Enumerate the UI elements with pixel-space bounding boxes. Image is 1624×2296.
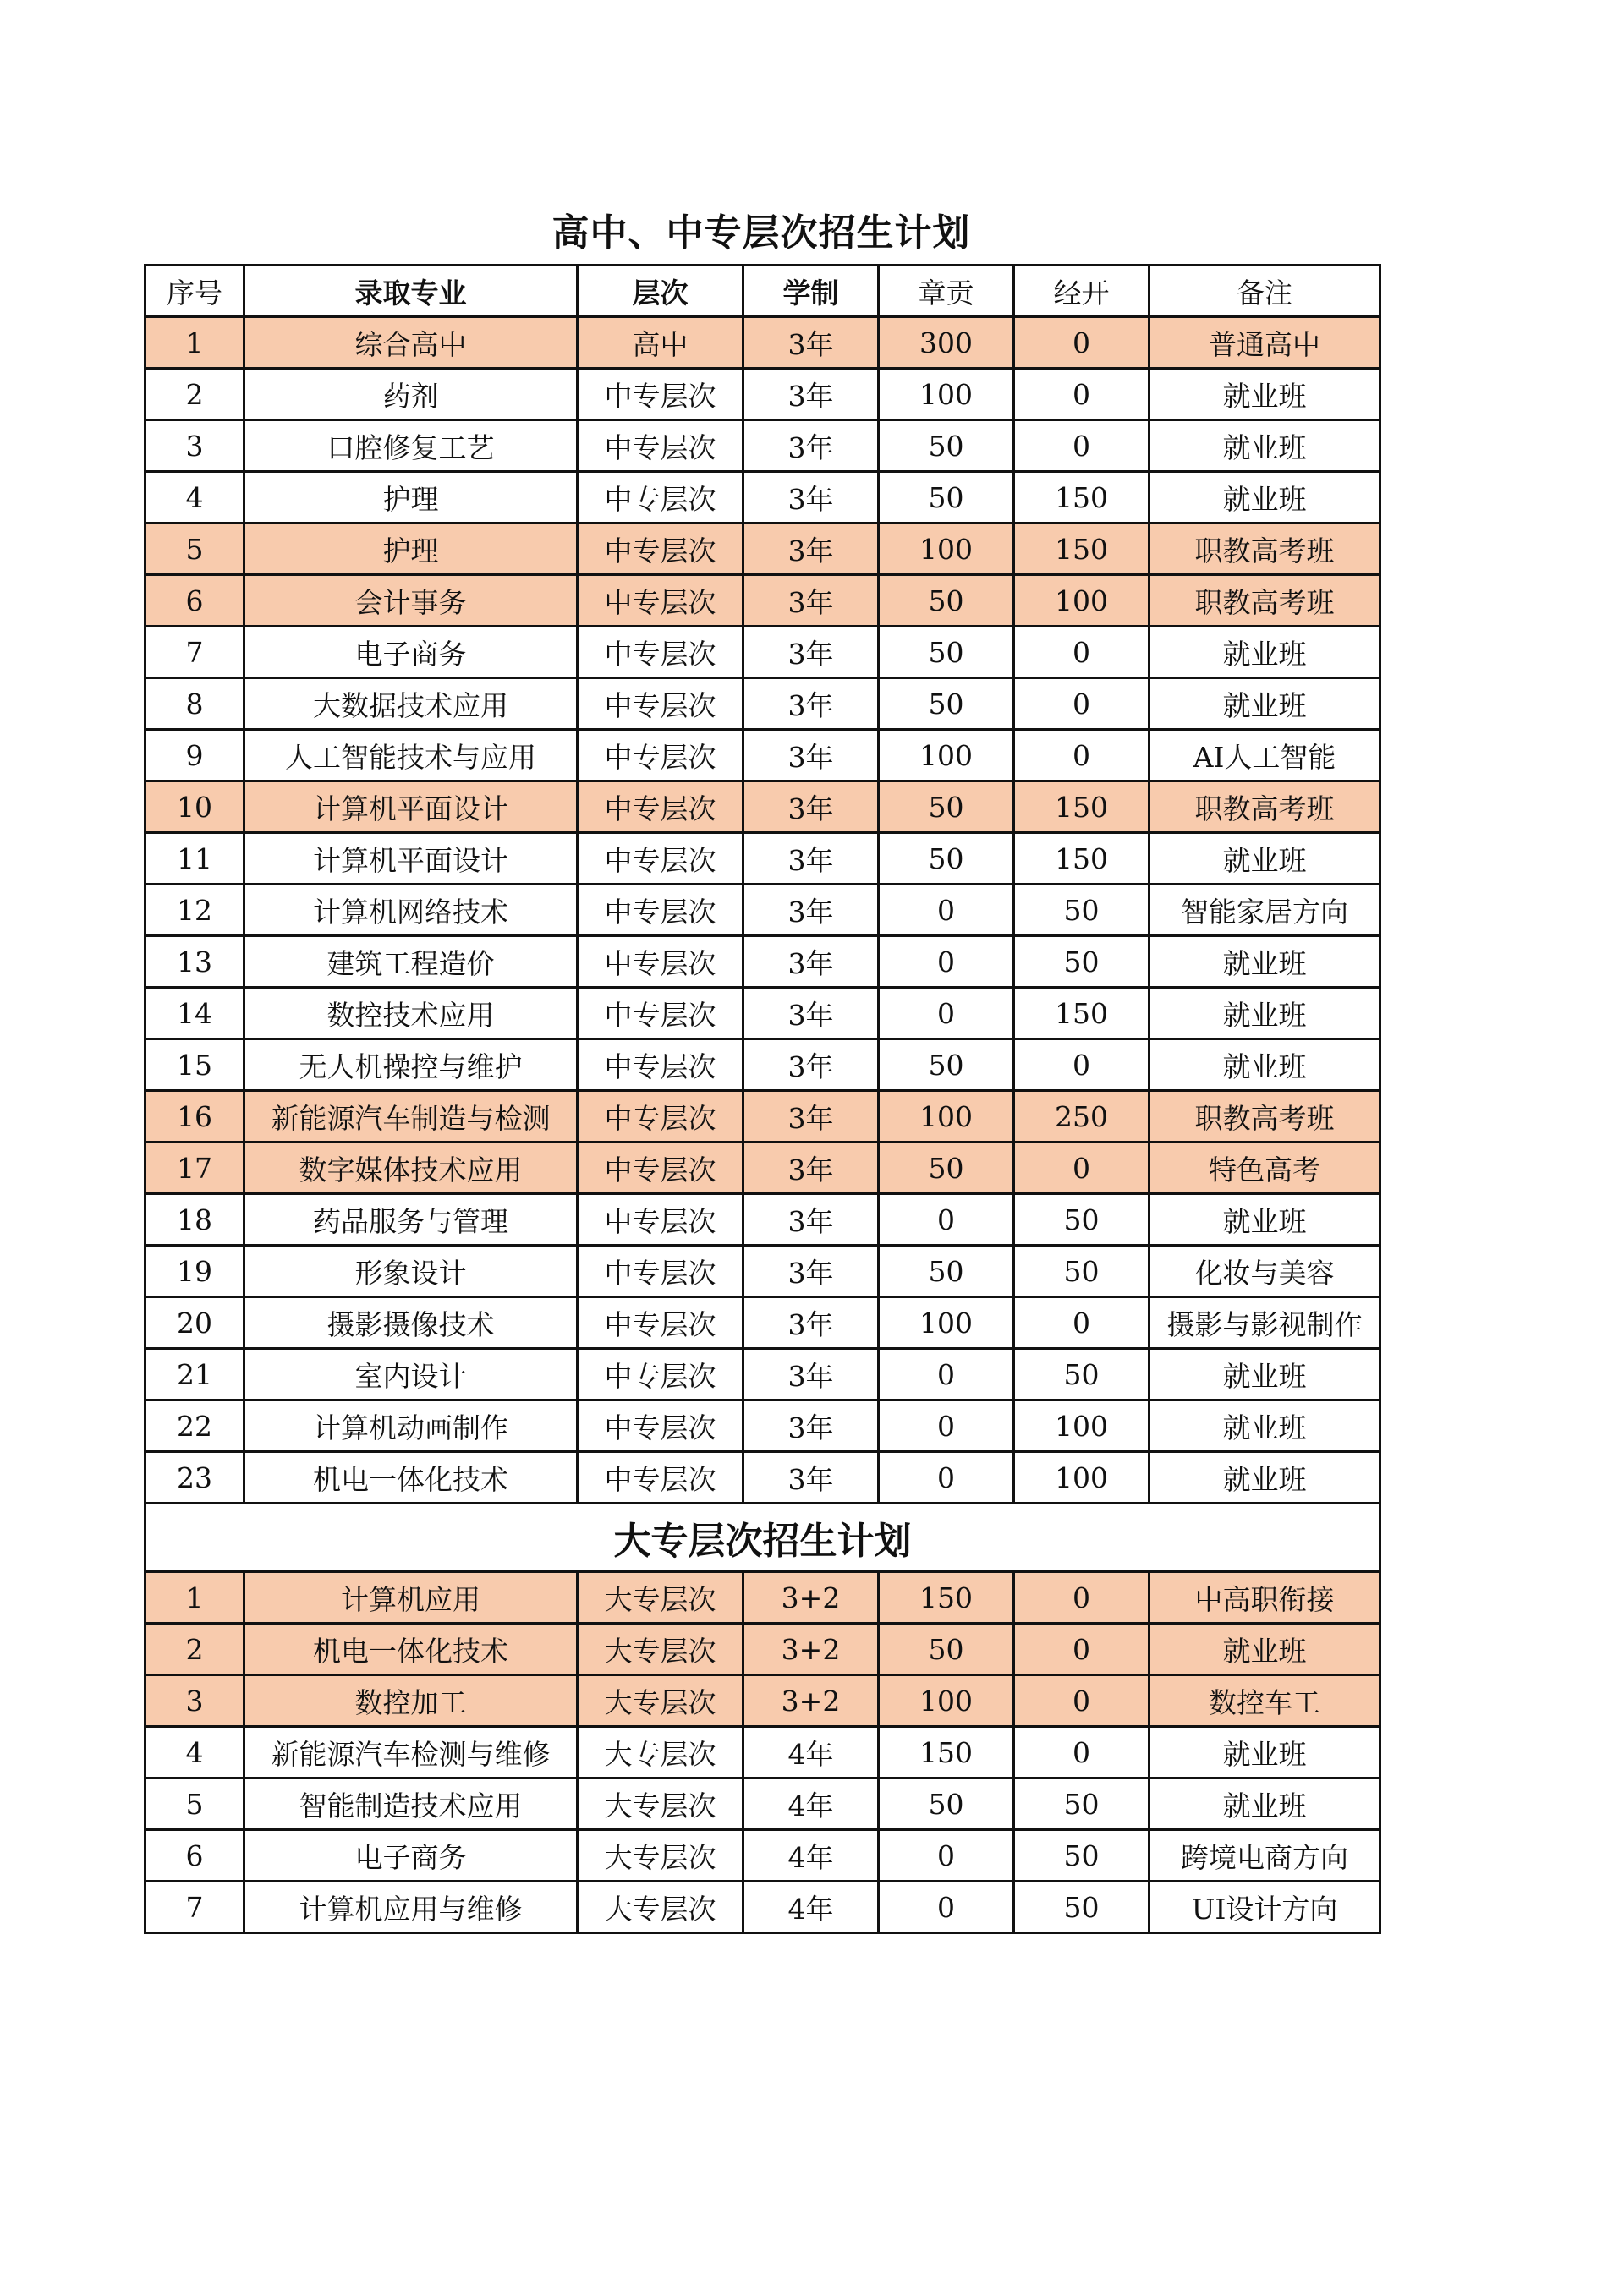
cell-note: 职教高考班 [1149,781,1380,833]
cell-jingkai: 0 [1014,1624,1149,1675]
cell-note: 化妆与美容 [1149,1246,1380,1297]
cell-major: 计算机平面设计 [244,833,578,885]
cell-level: 中专层次 [578,1091,743,1143]
cell-major: 药品服务与管理 [244,1194,578,1246]
cell-duration: 3年 [743,627,879,678]
cell-jingkai: 0 [1014,627,1149,678]
cell-no: 22 [145,1400,244,1452]
cell-duration: 3年 [743,781,879,833]
cell-level: 中专层次 [578,730,743,781]
cell-level: 中专层次 [578,781,743,833]
header-cell-no: 序号 [145,266,244,317]
cell-major: 会计事务 [244,575,578,627]
cell-level: 中专层次 [578,678,743,730]
cell-duration: 4年 [743,1882,879,1933]
cell-major: 数字媒体技术应用 [244,1143,578,1194]
header-cell-note: 备注 [1149,266,1380,317]
table-body [145,266,1380,1933]
cell-major: 室内设计 [244,1349,578,1400]
cell-major: 新能源汽车制造与检测 [244,1091,578,1143]
cell-note: 就业班 [1149,1727,1380,1778]
cell-jingkai: 50 [1014,936,1149,988]
table-row [145,1778,1380,1830]
cell-zhanggong: 100 [879,1675,1014,1727]
table-row [145,1039,1380,1091]
cell-note: 数控车工 [1149,1675,1380,1727]
table-row [145,936,1380,988]
cell-zhanggong: 100 [879,1297,1014,1349]
cell-level: 大专层次 [578,1882,743,1933]
cell-level: 中专层次 [578,1400,743,1452]
cell-duration: 3年 [743,678,879,730]
cell-jingkai: 50 [1014,1349,1149,1400]
cell-duration: 3年 [743,523,879,575]
cell-note: 就业班 [1149,988,1380,1039]
cell-level: 中专层次 [578,833,743,885]
cell-no: 5 [145,1778,244,1830]
table-row [145,1194,1380,1246]
cell-jingkai: 100 [1014,1400,1149,1452]
cell-note: AI人工智能 [1149,730,1380,781]
cell-jingkai: 0 [1014,678,1149,730]
cell-zhanggong: 0 [879,1349,1014,1400]
cell-note: 跨境电商方向 [1149,1830,1380,1882]
cell-jingkai: 50 [1014,1882,1149,1933]
cell-no: 15 [145,1039,244,1091]
cell-level: 中专层次 [578,1246,743,1297]
table-row [145,627,1380,678]
cell-zhanggong: 50 [879,678,1014,730]
cell-level: 大专层次 [578,1624,743,1675]
cell-zhanggong: 100 [879,369,1014,420]
cell-jingkai: 150 [1014,988,1149,1039]
cell-major: 数控技术应用 [244,988,578,1039]
cell-level: 中专层次 [578,988,743,1039]
cell-duration: 3年 [743,1400,879,1452]
cell-major: 电子商务 [244,1830,578,1882]
cell-jingkai: 0 [1014,1143,1149,1194]
cell-jingkai: 50 [1014,1246,1149,1297]
table-row [145,1727,1380,1778]
table-header-row [145,266,1380,317]
cell-level: 中专层次 [578,1349,743,1400]
cell-duration: 3年 [743,730,879,781]
cell-level: 大专层次 [578,1830,743,1882]
cell-note: 就业班 [1149,1778,1380,1830]
cell-note: UI设计方向 [1149,1882,1380,1933]
cell-jingkai: 50 [1014,885,1149,936]
cell-duration: 3年 [743,988,879,1039]
cell-note: 特色高考 [1149,1143,1380,1194]
cell-jingkai: 100 [1014,1452,1149,1504]
cell-duration: 3年 [743,1194,879,1246]
cell-duration: 4年 [743,1727,879,1778]
cell-zhanggong: 150 [879,1572,1014,1624]
cell-zhanggong: 0 [879,1400,1014,1452]
cell-no: 4 [145,1727,244,1778]
table-row [145,678,1380,730]
header-cell-major: 录取专业 [244,266,578,317]
cell-duration: 3年 [743,1246,879,1297]
cell-duration: 3年 [743,1452,879,1504]
cell-jingkai: 50 [1014,1778,1149,1830]
cell-duration: 3+2 [743,1675,879,1727]
cell-note: 就业班 [1149,678,1380,730]
table-row [145,833,1380,885]
cell-major: 电子商务 [244,627,578,678]
table-row [145,1349,1380,1400]
cell-jingkai: 250 [1014,1091,1149,1143]
section-title-row [145,1504,1380,1572]
cell-level: 大专层次 [578,1727,743,1778]
cell-major: 计算机应用与维修 [244,1882,578,1933]
cell-jingkai: 0 [1014,1039,1149,1091]
cell-duration: 3年 [743,1297,879,1349]
cell-zhanggong: 0 [879,885,1014,936]
cell-level: 中专层次 [578,369,743,420]
cell-major: 智能制造技术应用 [244,1778,578,1830]
cell-zhanggong: 50 [879,575,1014,627]
cell-duration: 3+2 [743,1572,879,1624]
cell-zhanggong: 50 [879,1143,1014,1194]
cell-duration: 3年 [743,317,879,369]
cell-note: 就业班 [1149,1349,1380,1400]
cell-no: 14 [145,988,244,1039]
cell-duration: 3年 [743,936,879,988]
cell-note: 摄影与影视制作 [1149,1297,1380,1349]
cell-jingkai: 0 [1014,1675,1149,1727]
cell-jingkai: 0 [1014,420,1149,472]
cell-jingkai: 0 [1014,369,1149,420]
cell-major: 药剂 [244,369,578,420]
cell-no: 23 [145,1452,244,1504]
header-cell-level: 层次 [578,266,743,317]
cell-note: 中高职衔接 [1149,1572,1380,1624]
cell-major: 护理 [244,472,578,523]
page-title: 高中、中专层次招生计划 [551,211,971,255]
cell-zhanggong: 50 [879,781,1014,833]
table-row [145,1143,1380,1194]
cell-jingkai: 150 [1014,523,1149,575]
table-row [145,369,1380,420]
cell-major: 计算机应用 [244,1572,578,1624]
cell-no: 20 [145,1297,244,1349]
cell-level: 中专层次 [578,1194,743,1246]
cell-level: 中专层次 [578,1452,743,1504]
cell-level: 中专层次 [578,575,743,627]
cell-no: 5 [145,523,244,575]
cell-major: 综合高中 [244,317,578,369]
cell-no: 1 [145,317,244,369]
cell-level: 中专层次 [578,523,743,575]
table-row [145,1091,1380,1143]
cell-note: 就业班 [1149,1194,1380,1246]
cell-no: 7 [145,1882,244,1933]
cell-major: 大数据技术应用 [244,678,578,730]
cell-no: 18 [145,1194,244,1246]
cell-no: 19 [145,1246,244,1297]
cell-major: 人工智能技术与应用 [244,730,578,781]
cell-no: 7 [145,627,244,678]
cell-level: 中专层次 [578,1297,743,1349]
cell-no: 6 [145,575,244,627]
cell-jingkai: 0 [1014,1297,1149,1349]
cell-note: 智能家居方向 [1149,885,1380,936]
cell-zhanggong: 50 [879,833,1014,885]
cell-no: 12 [145,885,244,936]
cell-duration: 3年 [743,1349,879,1400]
cell-no: 3 [145,1675,244,1727]
table-row [145,575,1380,627]
cell-note: 就业班 [1149,1452,1380,1504]
cell-zhanggong: 50 [879,472,1014,523]
cell-zhanggong: 50 [879,1778,1014,1830]
cell-note: 职教高考班 [1149,1091,1380,1143]
cell-duration: 3年 [743,369,879,420]
cell-no: 17 [145,1143,244,1194]
cell-zhanggong: 0 [879,1452,1014,1504]
cell-level: 中专层次 [578,472,743,523]
cell-duration: 4年 [743,1778,879,1830]
cell-duration: 4年 [743,1830,879,1882]
cell-jingkai: 0 [1014,730,1149,781]
cell-major: 无人机操控与维护 [244,1039,578,1091]
cell-no: 1 [145,1572,244,1624]
cell-jingkai: 0 [1014,1572,1149,1624]
cell-major: 计算机网络技术 [244,885,578,936]
cell-note: 就业班 [1149,420,1380,472]
cell-jingkai: 150 [1014,781,1149,833]
header-cell-duration: 学制 [743,266,879,317]
cell-level: 高中 [578,317,743,369]
cell-duration: 3年 [743,1143,879,1194]
cell-zhanggong: 100 [879,1091,1014,1143]
table-row [145,988,1380,1039]
header-cell-zhanggong: 章贡 [879,266,1014,317]
cell-no: 3 [145,420,244,472]
table-row [145,781,1380,833]
table-row [145,1400,1380,1452]
cell-duration: 3年 [743,1039,879,1091]
cell-major: 数控加工 [244,1675,578,1727]
cell-duration: 3年 [743,575,879,627]
table-row [145,523,1380,575]
cell-level: 大专层次 [578,1675,743,1727]
cell-zhanggong: 100 [879,523,1014,575]
cell-zhanggong: 0 [879,936,1014,988]
section-title: 大专层次招生计划 [145,1504,1380,1572]
cell-major: 护理 [244,523,578,575]
table-row [145,1452,1380,1504]
cell-duration: 3+2 [743,1624,879,1675]
cell-note: 就业班 [1149,833,1380,885]
cell-note: 就业班 [1149,1400,1380,1452]
cell-level: 中专层次 [578,885,743,936]
cell-no: 11 [145,833,244,885]
cell-note: 职教高考班 [1149,523,1380,575]
cell-note: 就业班 [1149,1039,1380,1091]
cell-zhanggong: 0 [879,1194,1014,1246]
cell-jingkai: 150 [1014,833,1149,885]
table-row [145,1675,1380,1727]
cell-duration: 3年 [743,833,879,885]
cell-jingkai: 150 [1014,472,1149,523]
cell-no: 2 [145,369,244,420]
cell-no: 9 [145,730,244,781]
cell-zhanggong: 50 [879,1039,1014,1091]
cell-duration: 3年 [743,472,879,523]
cell-major: 口腔修复工艺 [244,420,578,472]
cell-zhanggong: 50 [879,627,1014,678]
cell-no: 4 [145,472,244,523]
cell-zhanggong: 50 [879,1246,1014,1297]
cell-level: 中专层次 [578,1143,743,1194]
cell-zhanggong: 150 [879,1727,1014,1778]
cell-note: 就业班 [1149,1624,1380,1675]
cell-major: 机电一体化技术 [244,1452,578,1504]
cell-level: 中专层次 [578,420,743,472]
cell-zhanggong: 100 [879,730,1014,781]
cell-jingkai: 50 [1014,1830,1149,1882]
cell-major: 形象设计 [244,1246,578,1297]
cell-major: 新能源汽车检测与维修 [244,1727,578,1778]
cell-no: 2 [145,1624,244,1675]
table-row [145,1572,1380,1624]
cell-note: 普通高中 [1149,317,1380,369]
cell-no: 10 [145,781,244,833]
cell-no: 16 [145,1091,244,1143]
table-row [145,730,1380,781]
cell-note: 职教高考班 [1149,575,1380,627]
cell-major: 摄影摄像技术 [244,1297,578,1349]
table-row [145,1882,1380,1933]
cell-major: 建筑工程造价 [244,936,578,988]
table-row [145,1297,1380,1349]
cell-no: 8 [145,678,244,730]
cell-duration: 3年 [743,885,879,936]
cell-level: 大专层次 [578,1572,743,1624]
table-row [145,885,1380,936]
table-row [145,472,1380,523]
cell-duration: 3年 [743,1091,879,1143]
cell-zhanggong: 0 [879,988,1014,1039]
cell-level: 大专层次 [578,1778,743,1830]
cell-jingkai: 0 [1014,1727,1149,1778]
table-row [145,1624,1380,1675]
cell-note: 就业班 [1149,627,1380,678]
cell-major: 计算机平面设计 [244,781,578,833]
cell-jingkai: 50 [1014,1194,1149,1246]
cell-major: 计算机动画制作 [244,1400,578,1452]
table-row [145,1246,1380,1297]
table-row [145,1830,1380,1882]
cell-no: 21 [145,1349,244,1400]
table-row [145,420,1380,472]
cell-zhanggong: 0 [879,1830,1014,1882]
cell-zhanggong: 0 [879,1882,1014,1933]
cell-zhanggong: 50 [879,1624,1014,1675]
header-cell-jingkai: 经开 [1014,266,1149,317]
cell-no: 13 [145,936,244,988]
cell-level: 中专层次 [578,1039,743,1091]
cell-zhanggong: 50 [879,420,1014,472]
table-row [145,317,1380,369]
cell-level: 中专层次 [578,627,743,678]
cell-note: 就业班 [1149,936,1380,988]
cell-no: 6 [145,1830,244,1882]
cell-major: 机电一体化技术 [244,1624,578,1675]
cell-jingkai: 0 [1014,317,1149,369]
cell-jingkai: 100 [1014,575,1149,627]
cell-duration: 3年 [743,420,879,472]
cell-note: 就业班 [1149,369,1380,420]
cell-zhanggong: 300 [879,317,1014,369]
enrollment-plan-table [144,264,1381,1934]
cell-level: 中专层次 [578,936,743,988]
cell-note: 就业班 [1149,472,1380,523]
